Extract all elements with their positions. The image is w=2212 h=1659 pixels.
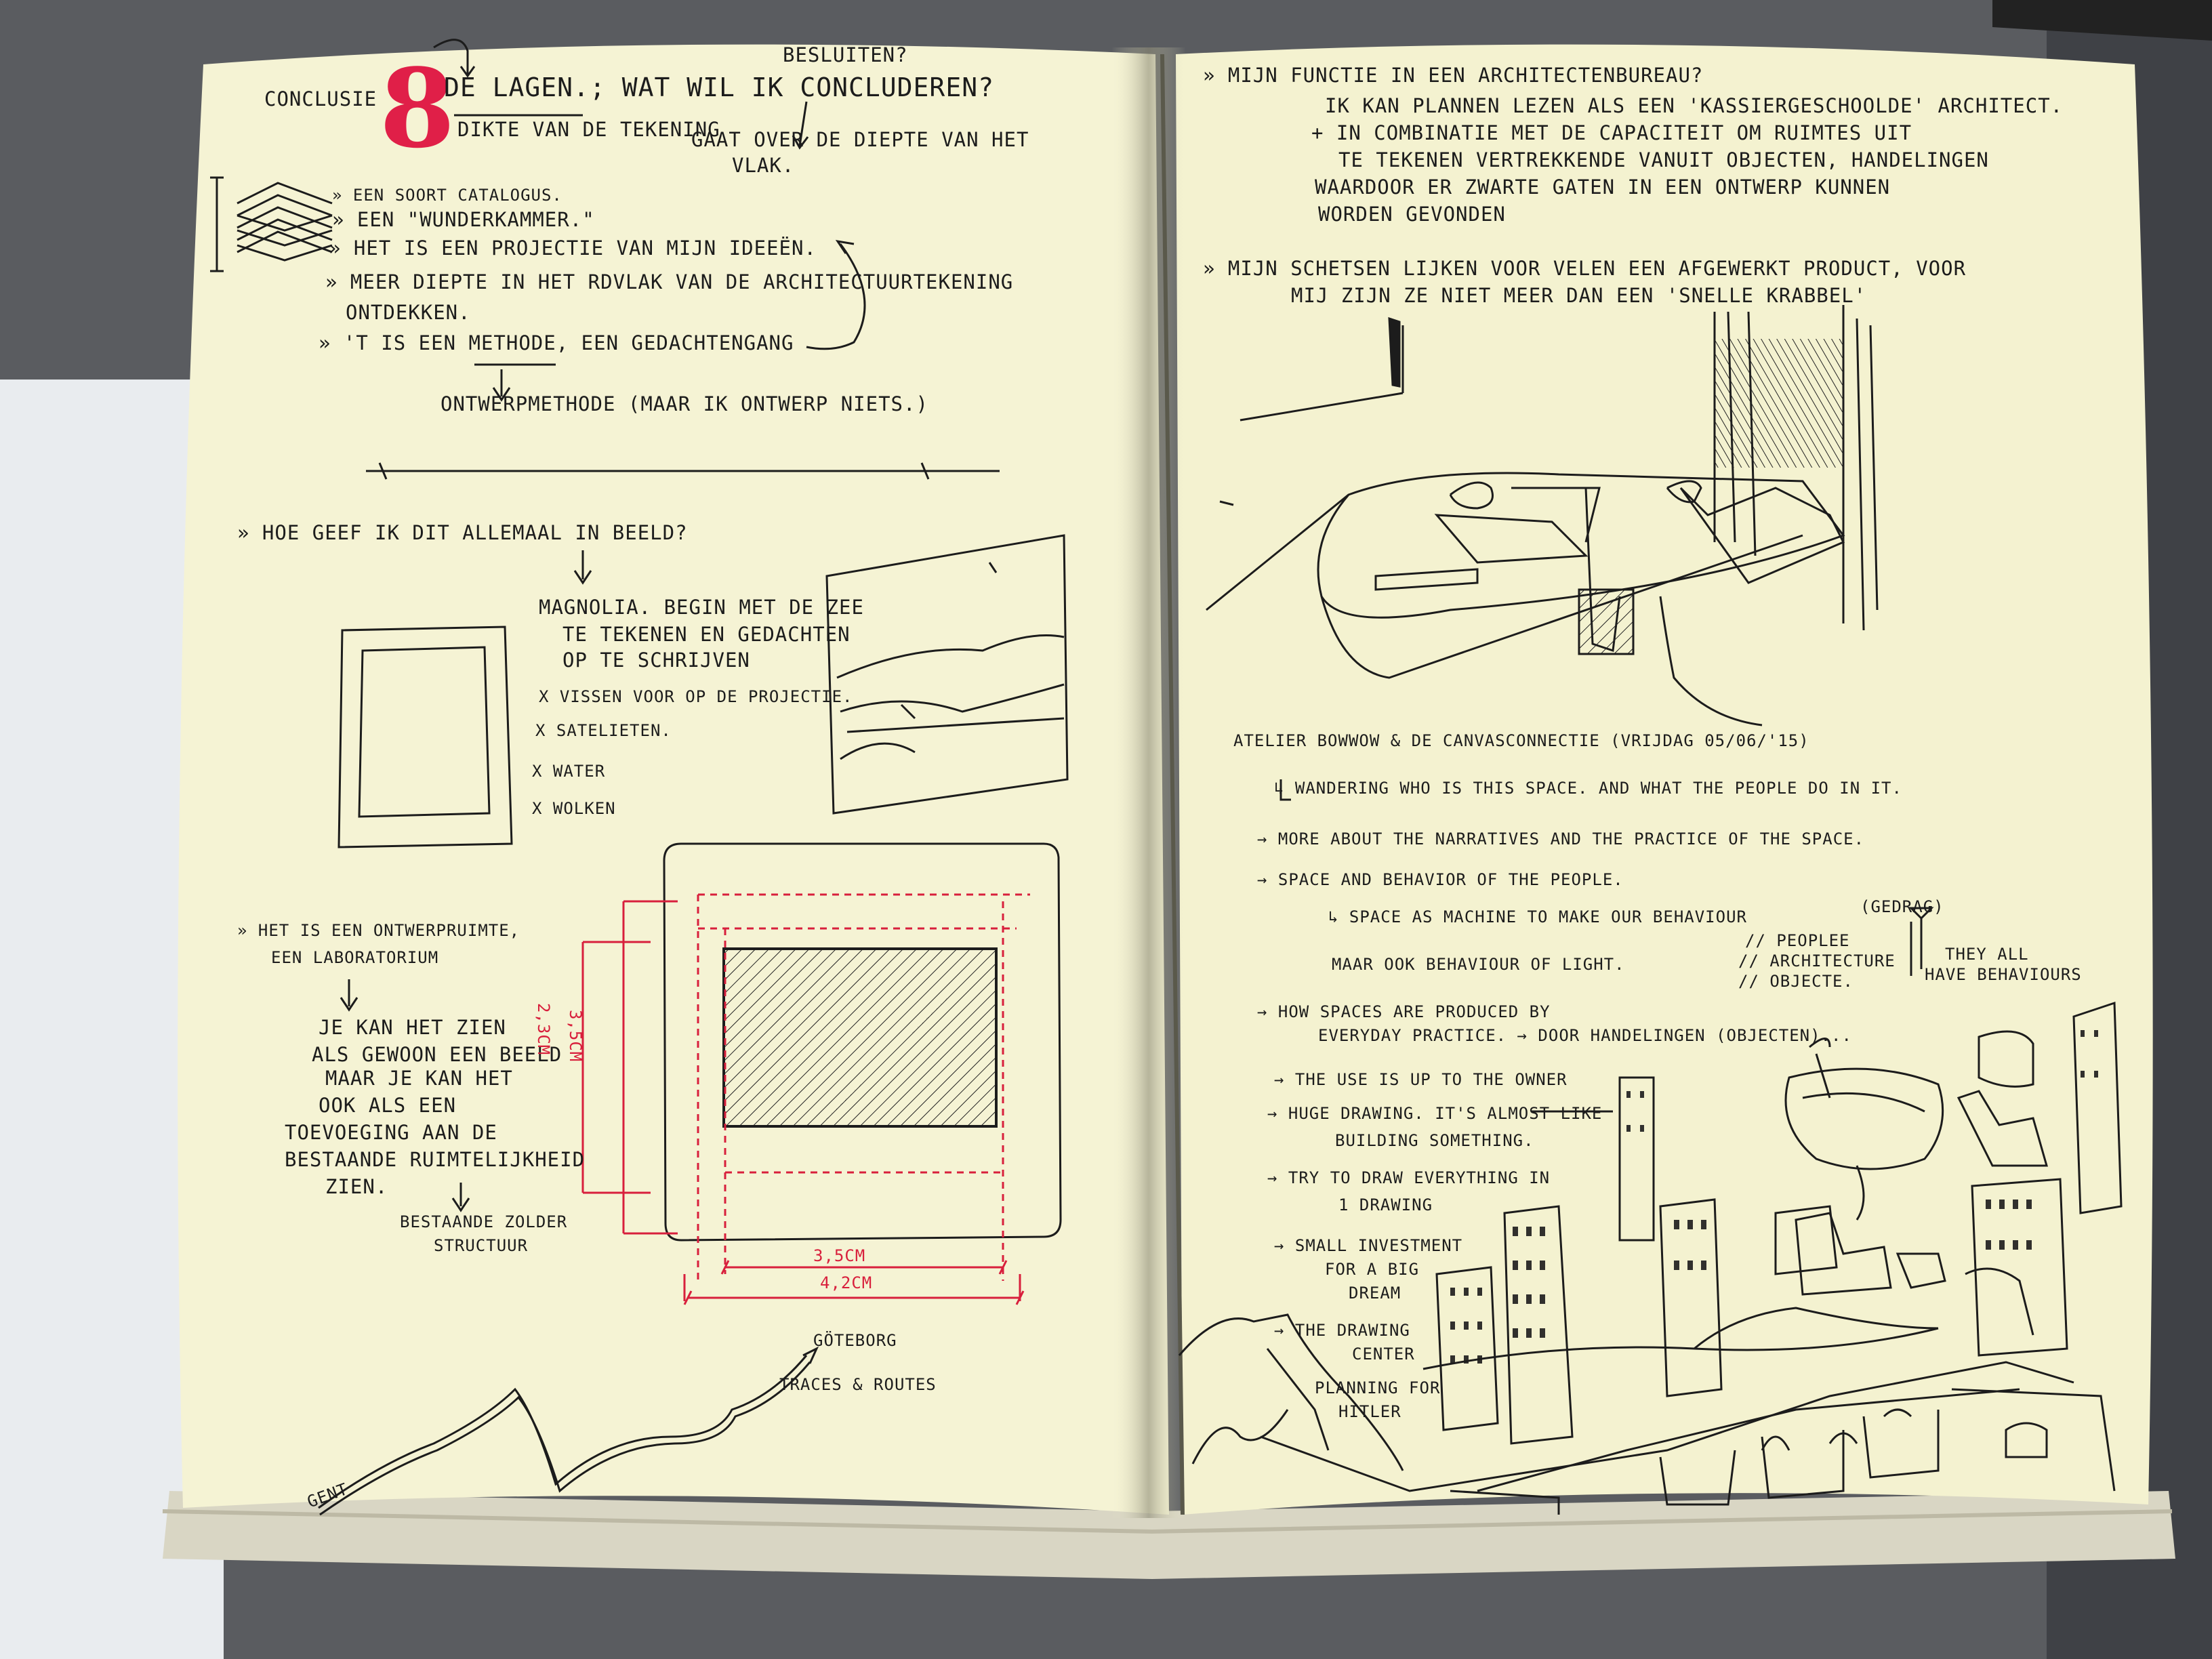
x-item-2: X SATELIETEN.	[535, 721, 672, 740]
note-architecture: // ARCHITECTURE	[1738, 951, 1896, 970]
note-they-all: THEY ALL	[1945, 945, 2029, 964]
paragraph-line-4: OOK ALS EEN	[319, 1094, 457, 1117]
method-line: ONTWERPMETHODE (MAAR IK ONTWERP NIETS.)	[441, 392, 928, 415]
sketches-line-2: MIJ ZIJN ZE NIET MEER DAN EEN 'SNELLE KRABBEL'	[1291, 284, 1867, 307]
function-line-4: TE TEKENEN VERTREKKENDE VANUIT OBJECTEN, HANDELINGEN	[1338, 148, 1989, 171]
x-item-3: X WATER	[532, 762, 606, 781]
dim-horizontal-1: 3,5CM	[813, 1246, 866, 1265]
title-alt-word: BESLUITEN?	[783, 43, 908, 66]
bullet-4-cont: ONTDEKKEN.	[346, 301, 471, 324]
bullet-3: » HET IS EEN PROJECTIE VAN MIJN IDEEËN.	[329, 237, 817, 260]
paragraph-line-1: JE KAN HET ZIEN	[319, 1016, 506, 1039]
note-small-investment: → SMALL INVESTMENT	[1274, 1236, 1463, 1255]
note-1-drawing: 1 DRAWING	[1338, 1195, 1433, 1214]
function-line-1: » MIJN FUNCTIE IN EEN ARCHITECTENBUREAU?	[1203, 64, 1704, 87]
bullet-4: » MEER DIEPTE IN HET RDVLAK VAN DE ARCHITECTUURTEKENING	[325, 270, 1014, 293]
x-item-4: X WOLKEN	[532, 799, 616, 818]
atelier-heading: ATELIER BOWWOW & DE CANVASCONNECTIE (VRIJDAG 05/06/'15)	[1233, 731, 1809, 750]
function-line-2: IK KAN PLANNEN LEZEN ALS EEN 'KASSIERGESCHOOLDE' ARCHITECT.	[1325, 94, 2064, 117]
note-center: CENTER	[1352, 1345, 1415, 1364]
paragraph-line-7: ZIEN.	[325, 1175, 388, 1198]
function-line-6: WORDEN GEVONDEN	[1318, 203, 1506, 226]
paragraph-line-3: MAAR JE KAN HET	[325, 1067, 513, 1090]
magnolia-2: TE TEKENEN EN GEDACHTEN	[562, 623, 851, 646]
bullet-1: » EEN SOORT CATALOGUS.	[332, 186, 562, 205]
depth-note-1: GAAT OVER DE DIEPTE VAN HET	[691, 128, 1029, 151]
note-narratives: → MORE ABOUT THE NARRATIVES AND THE PRACTICE OF THE SPACE.	[1257, 830, 1865, 848]
magnolia-1: MAGNOLIA. BEGIN MET DE ZEE	[539, 596, 864, 619]
design-space-2: EEN LABORATORIUM	[271, 948, 439, 967]
note-light: MAAR OOK BEHAVIOUR OF LIGHT.	[1332, 955, 1625, 974]
title-prefix: CONCLUSIE	[264, 87, 377, 110]
note-huge-drawing: → HUGE DRAWING. IT'S ALMOST LIKE	[1267, 1104, 1603, 1123]
depth-note-2: VLAK.	[732, 154, 795, 177]
note-drawing-center: → THE DRAWING	[1274, 1321, 1410, 1340]
magnolia-3: OP TE SCHRIJVEN	[562, 649, 750, 672]
note-planning: PLANNING FOR	[1315, 1378, 1441, 1397]
dim-vertical-1: 3,5CM	[566, 1010, 585, 1063]
function-line-3: + IN COMBINATIE MET DE CAPACITEIT OM RUIMTES UIT	[1311, 121, 1912, 144]
title-question: ; WAT WIL IK CONCLUDEREN?	[590, 73, 994, 102]
question-2: » HOE GEEF IK DIT ALLEMAAL IN BEELD?	[237, 521, 688, 544]
note-use: → THE USE IS UP TO THE OWNER	[1274, 1070, 1568, 1089]
note-hitler: HITLER	[1338, 1402, 1401, 1421]
note-try-draw: → TRY TO DRAW EVERYTHING IN	[1267, 1168, 1551, 1187]
paragraph-line-5: TOEVOEGING AAN DE	[285, 1121, 497, 1144]
dim-vertical-2: 2,3CM	[534, 1003, 553, 1056]
design-space-1: » HET IS EEN ONTWERPRUIMTE,	[237, 921, 520, 940]
dim-horizontal-2: 4,2CM	[820, 1273, 873, 1292]
note-building: BUILDING SOMETHING.	[1335, 1131, 1534, 1150]
note-objecte: // OBJECTE.	[1738, 972, 1853, 991]
zolder-2: STRUCTUUR	[434, 1236, 529, 1255]
note-how-spaces: → HOW SPACES ARE PRODUCED BY	[1257, 1002, 1551, 1021]
paragraph-line-2: ALS GEWOON EEN BEELD	[312, 1043, 562, 1066]
note-peoplee: // PEOPLEE	[1745, 931, 1850, 950]
note-everyday: EVERYDAY PRACTICE. → DOOR HANDELINGEN (OBJECTEN)...	[1318, 1026, 1852, 1045]
paragraph-line-6: BESTAANDE RUIMTELIJKHEID	[285, 1148, 586, 1171]
function-line-5: WAARDOOR ER ZWARTE GATEN IN EEN ONTWERP KUNNEN	[1315, 176, 1891, 199]
title-underline-note: DIKTE VAN DE TEKENING	[457, 118, 720, 141]
bullet-5: » 'T IS EEN METHODE, EEN GEDACHTENGANG	[319, 331, 794, 354]
sketches-line-1: » MIJN SCHETSEN LIJKEN VOOR VELEN EEN AFGEWERKT PRODUCT, VOOR	[1203, 257, 1967, 280]
note-behaviours: HAVE BEHAVIOURS	[1925, 965, 2082, 984]
title-subject: DE LAGEN.	[444, 73, 590, 102]
title-number: 8	[380, 45, 455, 172]
note-space-machine: ↳ SPACE AS MACHINE TO MAKE OUR BEHAVIOUR	[1328, 907, 1747, 926]
route-label: TRACES & ROUTES	[779, 1375, 937, 1394]
note-for-a-big: FOR A BIG	[1325, 1260, 1420, 1279]
note-space-behavior: → SPACE AND BEHAVIOR OF THE PEOPLE.	[1257, 870, 1624, 889]
route-end: GÖTEBORG	[813, 1331, 897, 1350]
note-wandering: ↳ WANDERING WHO IS THIS SPACE. AND WHAT THE PEOPLE DO IN IT.	[1274, 779, 1902, 798]
note-dream: DREAM	[1349, 1284, 1401, 1303]
bullet-2: » EEN "WUNDERKAMMER."	[332, 208, 595, 231]
note-gedrag: (GEDRAG)	[1860, 897, 1944, 916]
x-item-1: X VISSEN VOOR OP DE PROJECTIE.	[539, 687, 853, 706]
route-start: GENT	[304, 1479, 351, 1512]
zolder-1: BESTAANDE ZOLDER	[400, 1212, 568, 1231]
